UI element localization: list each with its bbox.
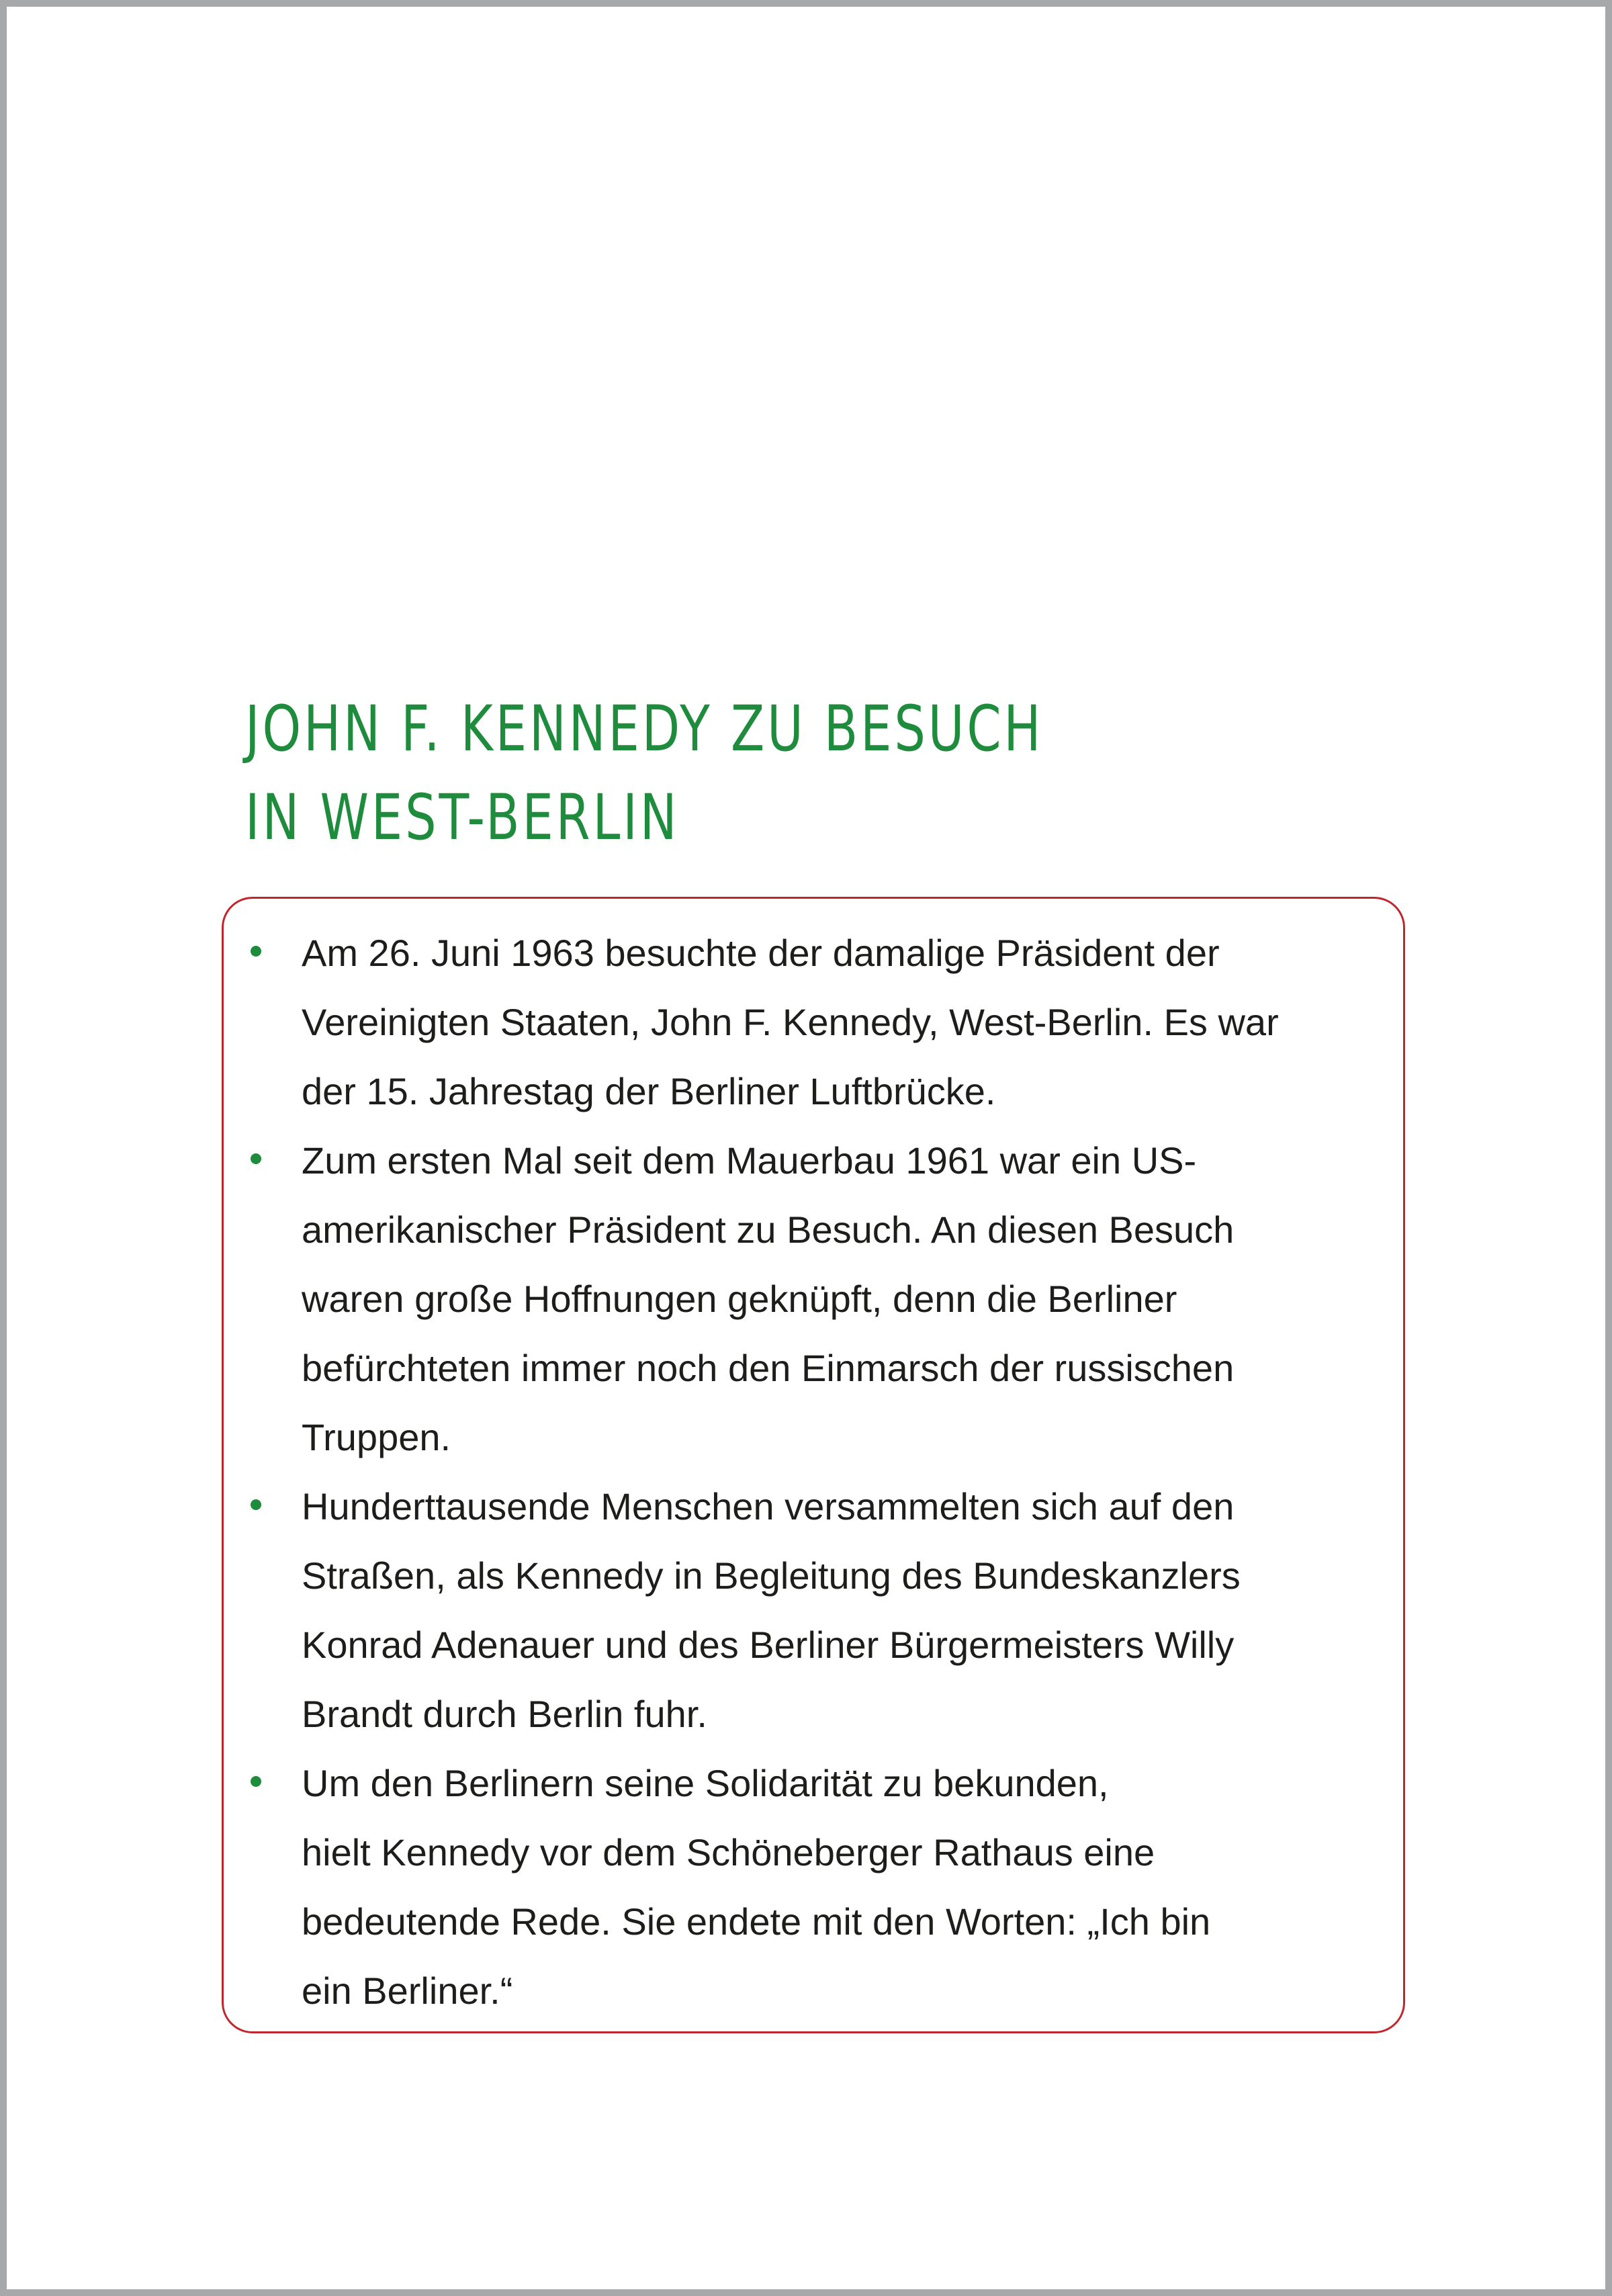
item-text-line: Konrad Adenauer und des Berliner Bürgermeisters Willy	[302, 1624, 1235, 1666]
page-title	[245, 685, 1188, 863]
item-text-line: waren große Hoffnungen geknüpft, denn die Berliner	[302, 1278, 1177, 1320]
item-text-line: hielt Kennedy vor dem Schöneberger Rathaus eine	[302, 1831, 1155, 1873]
facts-box	[222, 897, 1405, 2033]
list-item	[302, 1126, 1390, 1472]
item-text-line: Um den Berlinern seine Solidarität zu bekunden,	[302, 1762, 1109, 1804]
item-text-line: bedeutende Rede. Sie endete mit den Worten: „Ich bin	[302, 1900, 1211, 1943]
item-text-line: der 15. Jahrestag der Berliner Luftbrücke.	[302, 1070, 996, 1112]
title-line: IN WEST-BERLIN	[245, 781, 680, 854]
item-text-line: befürchteten immer noch den Einmarsch der russischen	[302, 1347, 1235, 1389]
title-line: JOHN F. KENNEDY ZU BESUCH	[245, 693, 1044, 766]
bullet-icon	[251, 1776, 261, 1787]
item-text-line: Vereinigten Staaten, John F. Kennedy, West-Berlin. Es war	[302, 1001, 1279, 1043]
bullet-icon	[251, 1499, 261, 1510]
list-item	[302, 1749, 1390, 2025]
item-text-line: Zum ersten Mal seit dem Mauerbau 1961 war ein US-	[302, 1139, 1197, 1182]
facts-list	[302, 918, 1390, 2025]
list-item	[302, 918, 1390, 1126]
bullet-icon	[251, 946, 261, 957]
item-text-line: Straßen, als Kennedy in Begleitung des Bundeskanzlers	[302, 1554, 1241, 1597]
item-text-line: ein Berliner.“	[302, 1970, 513, 2012]
list-item	[302, 1472, 1390, 1749]
item-text-line: amerikanischer Präsident zu Besuch. An diesen Besuch	[302, 1208, 1235, 1251]
item-text-line: Am 26. Juni 1963 besuchte der damalige Präsident der	[302, 932, 1220, 974]
item-text-line: Brandt durch Berlin fuhr.	[302, 1693, 707, 1735]
item-text-line: Hunderttausende Menschen versammelten sich auf den	[302, 1485, 1235, 1528]
item-text-line: Truppen.	[302, 1416, 451, 1458]
bullet-icon	[251, 1153, 261, 1164]
